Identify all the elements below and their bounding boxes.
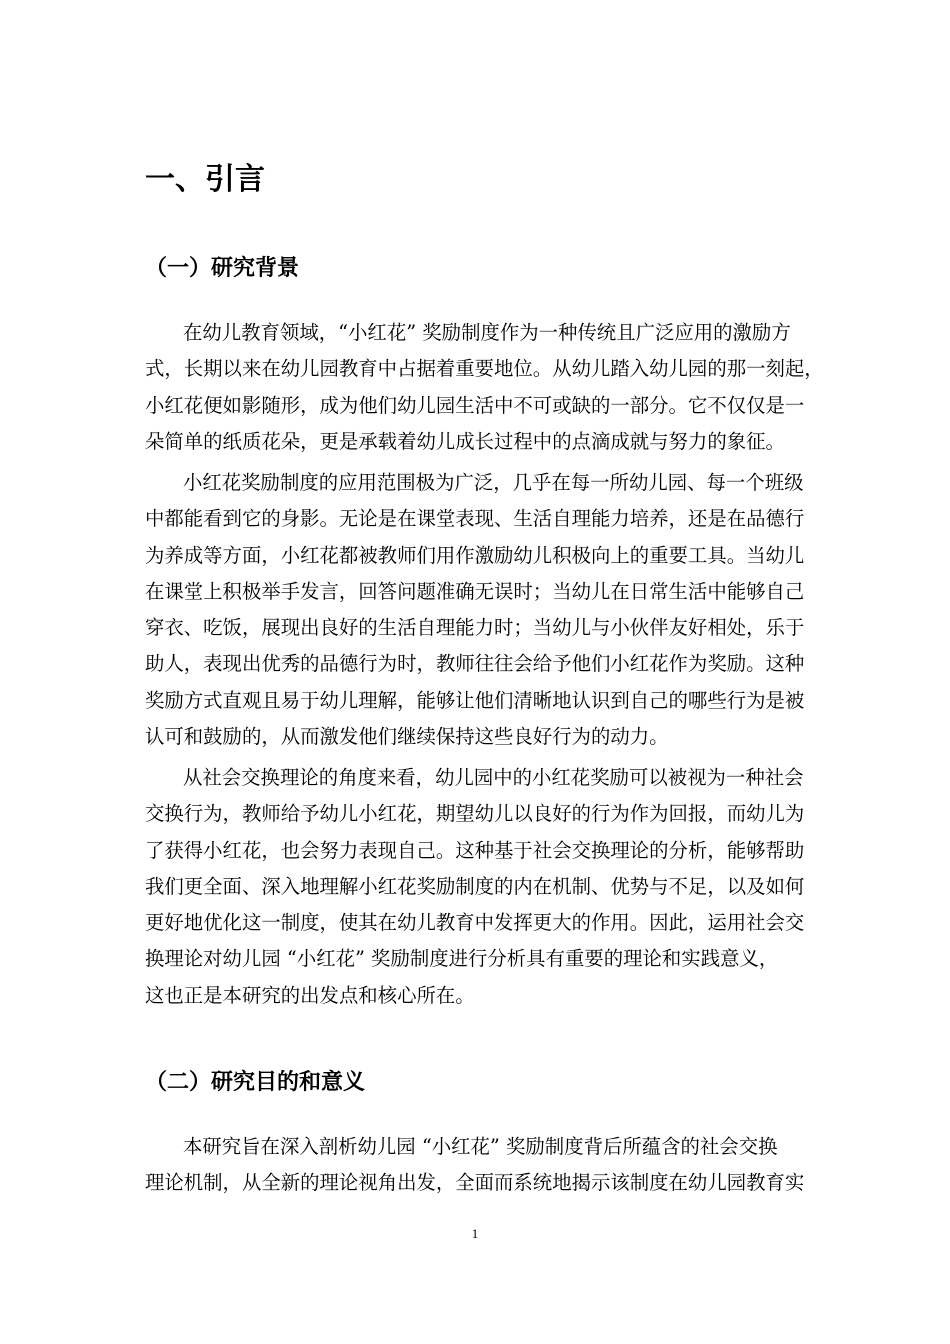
- text-line: 在课堂上积极举手发言，回答问题准确无误时；当幼儿在日常生活中能够自己: [145, 579, 805, 603]
- section-title-purpose: （二）研究目的和意义: [145, 1070, 366, 1095]
- paragraph: [145, 1129, 809, 1202]
- text-line: 了获得小红花，也会努力表现自己。这种基于社会交换理论的分析，能够帮助: [145, 838, 805, 862]
- section-title-background: （一）研究背景: [145, 256, 300, 281]
- text-line: 朵简单的纸质花朵，更是承载着幼儿成长过程中的点滴成就与努力的象征。: [145, 429, 785, 453]
- text-line: 奖励方式直观且易于幼儿理解，能够让他们清晰地认识到自己的哪些行为是被: [145, 688, 805, 712]
- text-line: 穿衣、吃饭，展现出良好的生活自理能力时；当幼儿与小伙伴友好相处，乐于: [145, 616, 805, 640]
- text-line: 换理论对幼儿园 “小红花” 奖励制度进行分析具有重要的理论和实践意义，: [145, 947, 779, 971]
- text-line: 中都能看到它的身影。无论是在课堂表现、生活自理能力培养，还是在品德行: [145, 507, 805, 531]
- text-line: 认可和鼓励的，从而激发他们继续保持这些良好行为的动力。: [145, 725, 669, 749]
- text-line: 交换行为，教师给予幼儿小红花，期望幼儿以良好的行为作为回报，而幼儿为: [145, 802, 805, 826]
- text-line: 理论机制，从全新的理论视角出发，全面而系统地揭示该制度在幼儿园教育实: [145, 1171, 805, 1195]
- text-line: 本研究旨在深入剖析幼儿园 “小红花” 奖励制度背后所蕴含的社会交换: [183, 1135, 778, 1158]
- paragraph: [145, 760, 809, 1014]
- chapter-heading: 一、引言: [145, 162, 265, 197]
- text-line: 在幼儿教育领域，“小红花” 奖励制度作为一种传统且广泛应用的激励方: [183, 321, 791, 344]
- text-line: 为养成等方面，小红花都被教师们用作激励幼儿积极向上的重要工具。当幼儿: [145, 543, 805, 567]
- page-number: 1: [471, 1226, 479, 1241]
- text-line: 式，长期以来在幼儿园教育中占据着重要地位。从幼儿踏入幼儿园的那一刻起，: [145, 357, 824, 381]
- text-line: 助人，表现出优秀的品德行为时，教师往往会给予他们小红花作为奖励。这种: [145, 652, 805, 676]
- text-line: 从社会交换理论的角度来看，幼儿园中的小红花奖励可以被视为一种社会: [183, 766, 804, 789]
- text-line: 小红花奖励制度的应用范围极为广泛，几乎在每一所幼儿园、每一个班级: [183, 471, 804, 494]
- text-line: 更好地优化这一制度，使其在幼儿教育中发挥更大的作用。因此，运用社会交: [145, 911, 805, 935]
- text-line: 小红花便如影随形，成为他们幼儿园生活中不可或缺的一部分。它不仅仅是一: [145, 393, 805, 417]
- paragraph: [145, 465, 809, 755]
- text-line: 我们更全面、深入地理解小红花奖励制度的内在机制、优势与不足，以及如何: [145, 874, 805, 898]
- paragraph: [145, 315, 824, 460]
- text-line: 这也正是本研究的出发点和核心所在。: [145, 983, 475, 1007]
